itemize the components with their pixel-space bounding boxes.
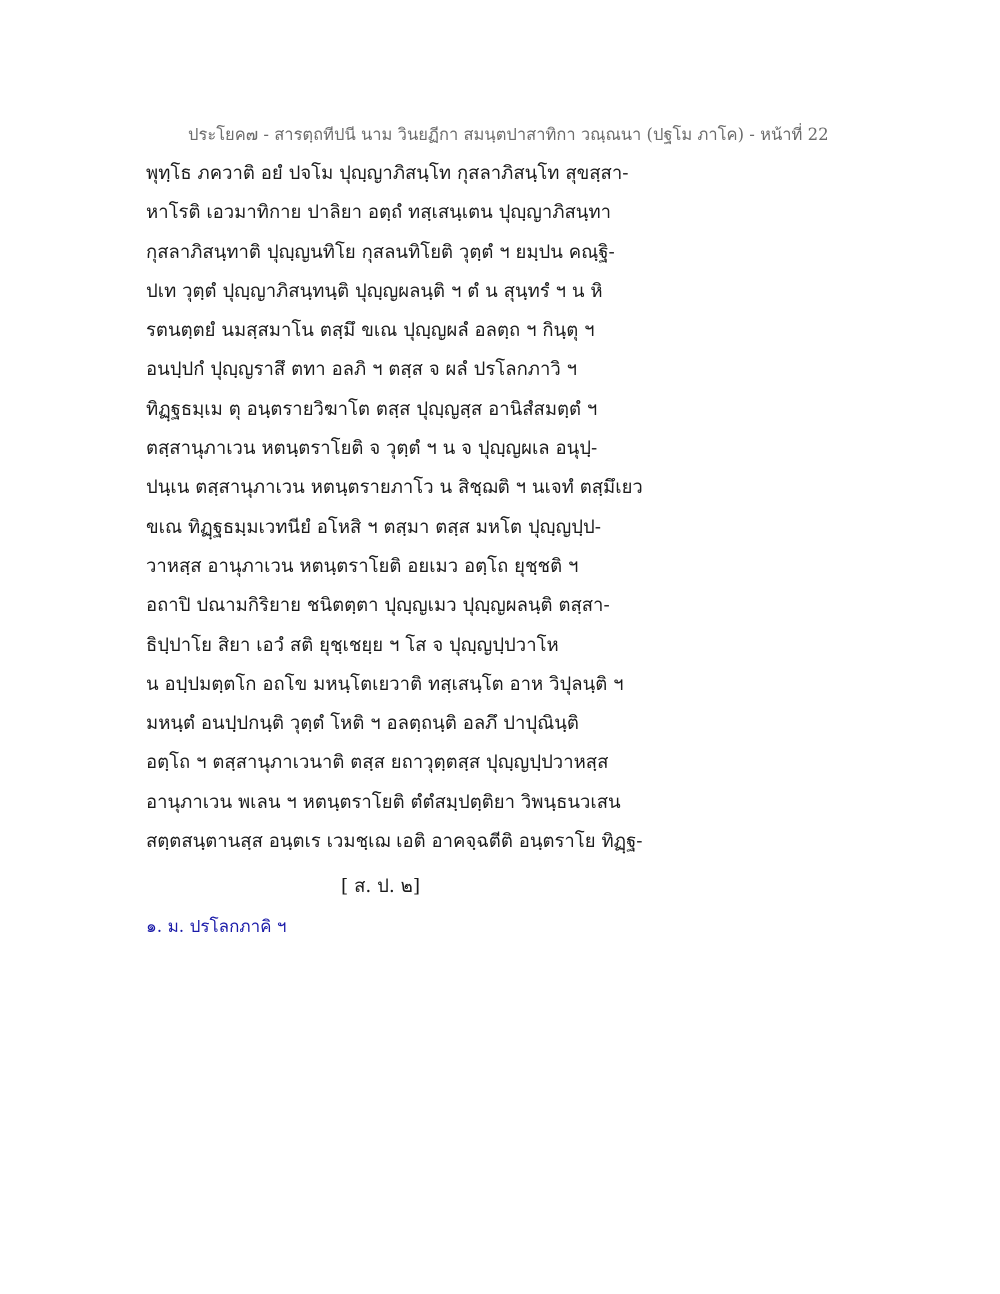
text-line: พุทฺโธ ภควาติ อยํ ปจโม ปุญฺญาภิสนฺโท กุสลาภิสนฺโท สุขสฺสา- [146,163,629,184]
text-line: มหนฺตํ อนปฺปกนฺติ วุตฺตํ โหติ ฯ อลตฺถนฺติ อลภึ ปาปุณินฺติ [146,713,579,735]
text-line: ปเท วุตฺตํ ปุญฺญาภิสนฺทนฺติ ปุญฺญผลนฺติ ฯ ตํ น สุนฺทรํ ฯ น หิ [146,280,603,302]
text-line: สตฺตสนฺตานสฺส อนฺตเร เวมชฺเฌ เอติ อาคจฺฉตีติ อนฺตราโย ทิฏฺฐ- [146,831,643,853]
body-text [146,158,906,865]
running-header: ประโยค๗ - สารตฺถทีปนี นาม วินยฏีกา สมนฺตปาสาทิกา วณฺณนา (ปฐโม ภาโค) - หน้าที่ 22 [188,125,829,144]
text-line: อนปฺปกํ ปุญฺญราสึ ตทา อลภิ ฯ ตสฺส จ ผลํ ปรโลกภาวิ ฯ [146,359,578,381]
text-line: ธิปฺปาโย สิยา เอวํ สติ ยุชฺเชยฺย ฯ โส จ ปุญฺญปฺปวาโห [146,634,559,656]
text-line: ขเณ ทิฏฺฐธมฺมเวทนียํ อโหสิ ฯ ตสฺมา ตสฺส มหโต ปุญฺญปฺป- [146,516,601,538]
text-line: อถาปิ ปณามกิริยาย ชนิตตฺตา ปุญฺญเมว ปุญฺญผลนฺติ ตสฺสา- [146,595,610,617]
footnote: ๑. ม. ปรโลกภาคิ ฯ [146,917,287,937]
text-line: น อปฺปมตฺตโก อถโข มหนฺโตเยวาติ ทสฺเสนฺโต อาห วิปุลนฺติ ฯ [146,673,624,695]
text-line: กุสลาภิสนฺทาติ ปุญฺญนทิโย กุสลนทิโยติ วุตฺตํ ฯ ยมฺปน คณฺฐิ- [146,241,615,263]
text-line: อตฺโถ ฯ ตสฺสานุภาเวนาติ ตสฺส ยถาวุตฺตสฺส ปุญฺญปฺปวาหสฺส [146,752,609,774]
page-reference: [ ส. ป. ๒] [341,876,421,897]
text-line: หาโรติ เอวมาทิกาย ปาลิยา อตฺถํ ทสฺเสนฺเตน ปุญฺญาภิสนฺทา [146,202,612,224]
text-line: ปนฺเน ตสฺสานุภาเวน หตนฺตรายภาโว น สิชฺฌติ ฯ นเจทํ ตสฺมึเยว [146,477,643,499]
text-line: รตนตฺตยํ นมสฺสมาโน ตสฺมึ ขเณ ปุญฺญผลํ อลตฺถ ฯ กินฺตุ ฯ [146,320,595,342]
text-line: อานุภาเวน พเลน ฯ หตนฺตราโยติ ตํตํสมฺปตฺติยา วิพนฺธนวเสน [146,791,621,813]
text-line: ตสฺสานุภาเวน หตนฺตราโยติ จ วุตฺตํ ฯ น จ ปุญฺญผเล อนุปฺ- [146,438,598,460]
text-line: ทิฏฺฐธมฺเม ตุ อนฺตรายวิฆาโต ตสฺส ปุญฺญสฺส อานิสํสมตฺตํ ฯ [146,398,598,420]
text-line: วาหสฺส อานุภาเวน หตนฺตราโยติ อยเมว อตฺโถ ยุชฺชติ ฯ [146,555,579,577]
